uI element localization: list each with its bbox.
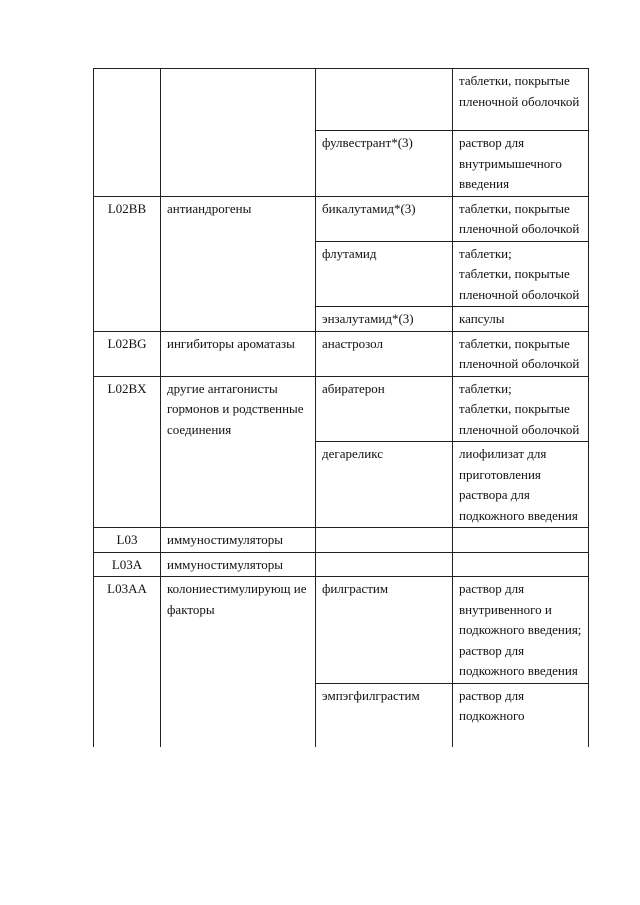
table-row: [94, 577, 589, 684]
page-bottom-margin: [0, 838, 640, 905]
table-row: [94, 376, 589, 442]
table-row: [94, 196, 589, 241]
table-row: [94, 69, 589, 131]
drug-cell: флутамид: [316, 241, 453, 307]
drug-cell: [316, 528, 453, 553]
group-cell: иммуностимуляторы: [161, 552, 316, 577]
group-cell: [161, 69, 316, 197]
table-row: [94, 331, 589, 376]
group-cell: колониестимулирующ ие факторы: [161, 577, 316, 747]
atc-code-cell: L02BB: [94, 196, 161, 331]
group-cell: антиандрогены: [161, 196, 316, 331]
atc-code-cell: [94, 69, 161, 197]
drug-cell: филграстим: [316, 577, 453, 684]
form-line: таблетки, покрытые пленочной оболочкой: [459, 266, 580, 302]
atc-code-cell: L03: [94, 528, 161, 553]
drug-table-container: [93, 68, 588, 747]
atc-code-cell: L03A: [94, 552, 161, 577]
drug-cell: бикалутамид*(3): [316, 196, 453, 241]
form-line: раствор для внутривенного и подкожного введения;: [459, 581, 582, 637]
form-cell: таблетки, покрытые пленочной оболочкой: [453, 69, 589, 131]
group-cell: иммуностимуляторы: [161, 528, 316, 553]
drug-cell: энзалутамид*(3): [316, 307, 453, 332]
drug-table: [93, 68, 589, 747]
form-cell: таблетки, покрытые пленочной оболочкой: [453, 196, 589, 241]
form-cell: лиофилизат для приготовления раствора для подкожного введения: [453, 442, 589, 528]
form-line: таблетки, покрытые пленочной оболочкой: [459, 401, 580, 437]
form-cell: раствор для подкожного: [453, 683, 589, 747]
group-cell: ингибиторы ароматазы: [161, 331, 316, 376]
atc-code-cell: L03AA: [94, 577, 161, 747]
form-cell: [453, 241, 589, 307]
form-line: таблетки;: [459, 245, 512, 261]
form-line: таблетки;: [459, 380, 512, 396]
drug-cell: эмпэгфилграстим: [316, 683, 453, 747]
form-cell: раствор для внутримышечного введения: [453, 131, 589, 197]
group-cell: другие антагонисты гормонов и родственные соединения: [161, 376, 316, 528]
form-cell: таблетки, покрытые пленочной оболочкой: [453, 331, 589, 376]
atc-code-cell: L02BX: [94, 376, 161, 528]
form-cell: [453, 577, 589, 684]
form-cell: [453, 528, 589, 553]
form-line: раствор для подкожного введения: [459, 642, 578, 678]
form-cell: [453, 552, 589, 577]
table-row: [94, 528, 589, 553]
drug-cell: [316, 69, 453, 131]
atc-code-cell: L02BG: [94, 331, 161, 376]
drug-cell: абиратерон: [316, 376, 453, 442]
drug-cell: дегареликс: [316, 442, 453, 528]
form-cell: [453, 376, 589, 442]
drug-cell: фулвестрант*(3): [316, 131, 453, 197]
table-row: [94, 552, 589, 577]
form-cell: капсулы: [453, 307, 589, 332]
drug-cell: анастрозол: [316, 331, 453, 376]
drug-cell: [316, 552, 453, 577]
